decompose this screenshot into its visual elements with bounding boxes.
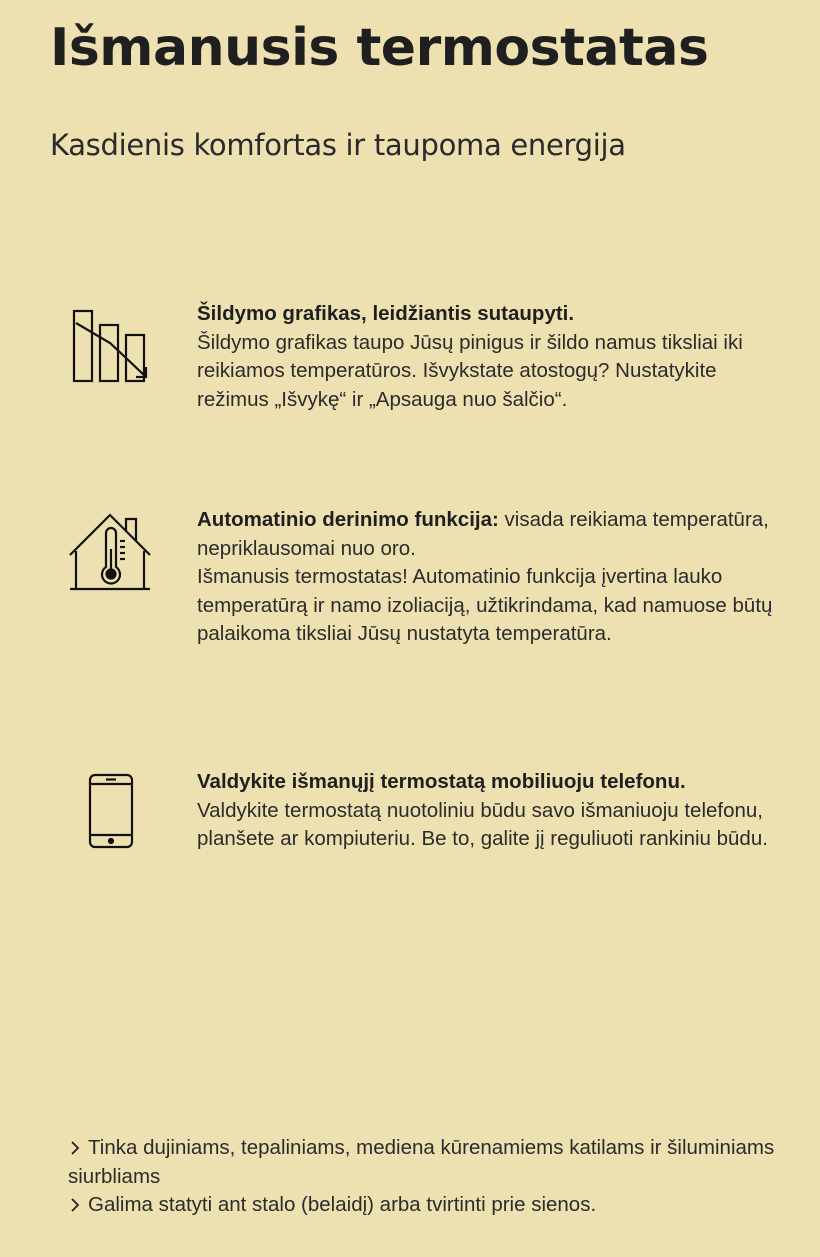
list-item [68, 1134, 788, 1191]
feature-body: Šildymo grafikas taupo Jūsų pinigus ir šildo namus tiksliai iki reikiamos temperatūros. Išvykstate atostogų? Nustatykite režimus „Išvykę“ ir „Apsauga nuo šalčio“. [197, 330, 743, 411]
feature-heading: Valdykite išmanųjį termostatą mobiliuoju telefonu. [197, 770, 686, 793]
smartphone-icon [88, 773, 134, 854]
list-item [68, 1191, 788, 1220]
house-thermometer-icon [68, 511, 152, 596]
feature-body: Valdykite termostatą nuotoliniu būdu savo išmaniuoju telefonu, planšete ar kompiuteriu. Be to, galite jį reguliuoti rankiniu būdu. [197, 798, 768, 850]
feature-heading-suffix: visada reikiama temperatūra, nepriklausomai nuo oro. [197, 508, 769, 560]
note-text: Galima statyti ant stalo (belaidį) arba tvirtinti prie sienos. [88, 1193, 597, 1216]
page-title: Išmanusis termostatas [50, 18, 709, 78]
chart-down-icon [70, 305, 150, 388]
feature-heading: Šildymo grafikas, leidžiantis sutaupyti. [197, 302, 575, 325]
chevron-right-icon [68, 1198, 82, 1212]
note-text: Tinka dujiniams, tepaliniams, mediena kūrenamiems katilams ir šiluminiams siurbliams [68, 1136, 775, 1188]
feature-body: Išmanusis termostatas! Automatinio funkcija įvertina lauko temperatūrą ir namo izoliaciją, užtikrindama, kad namuose būtų palaikoma tiksliai Jūsų nustatyta temperatūra. [197, 565, 773, 645]
feature-heading: Automatinio derinimo funkcija: [197, 508, 499, 531]
notes-list [68, 1134, 788, 1220]
page-subtitle: Kasdienis komfortas ir taupoma energija [50, 128, 626, 162]
chevron-right-icon [68, 1141, 82, 1155]
